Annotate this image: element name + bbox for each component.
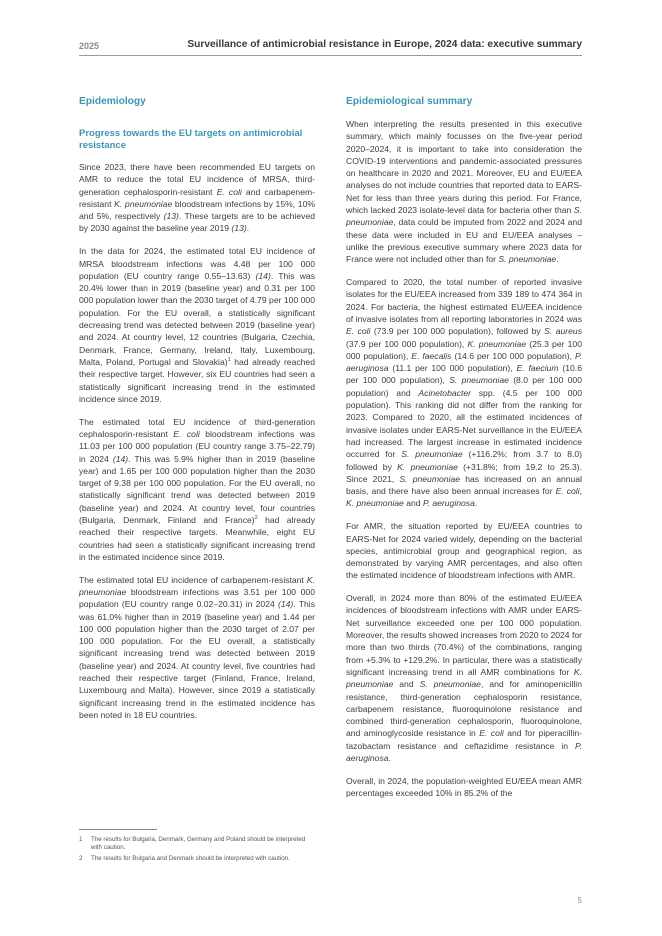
right-column	[346, 96, 582, 810]
paragraph-eu-targets: Since 2023, there have been recommended EU targets on AMR to reduce the total EU incidence of MRSA, third-generation cephalosporin-resistant E. coli and carbapenem-resistant K. pneumoniae bloodstream infections by 15%, 10% and 5%, respectively (13). These targets are to be achieved by 2030 against the baseline year 2019 (13).	[79, 162, 316, 234]
paragraph-kpneumoniae: The estimated total EU incidence of carbapenem-resistant K. pneumoniae bloodstream infections was 3.51 per 100 000 population (EU country range 0.02–20.31) in 2024 (14). This was 61.0% higher than in 2019 (baseline year) and 1.44 per 100 000 population higher than the 2030 target of 2.07 per 100 000 population. For the EU overall, a statistically significant increasing trend was detected between 2019 (baseline year) and 2024. At country level, five countries had reached their respective target (Finland, France, Ireland, Luxembourg and Malta). However, since 2019 a statistically significant increasing trend in the estimated incidence has been noted in 18 EU countries.	[79, 574, 316, 720]
page-number: 5	[577, 896, 582, 905]
report-title: Surveillance of antimicrobial resistance in Europe, 2024 data: executive summary	[187, 39, 582, 50]
footnote-ref: 2	[254, 515, 258, 522]
paragraph-interpretation: When interpreting the results presented in this executive summary, which mainly focusses on the five-year period 2020–2024, it is important to take into consideration the COVID-19 interventions and pandemic-associated pressures on healthcare in 2020 and 2021. Moreover, EU and EU/EEA analyses do not include countries that reported data to EARS-Net for less than three years during this period. For France, which lacked 2023 isolate-level data for bacteria other than S. pneumoniae, data could be imputed from 2022 and 2024 and these data were included in EU and EU/EEA analyses – unlike the previous executive summary where 2023 data for France were not included other than for S. pneumoniae.	[346, 119, 582, 265]
paragraph-amr-situation: For AMR, the situation reported by EU/EEA countries to EARS-Net for 2024 varied widely, depending on the bacterial species, antimicrobial group and geographical region, as demonstrated by varying AMR percentages, and also often the estimated incidence of bloodstream infections with AMR.	[346, 521, 582, 581]
paragraph-amr-percentages: Overall, in 2024, the population-weighted EU/EEA mean AMR percentages exceeded 10% in 85.2% of the	[346, 775, 582, 799]
page-header	[79, 41, 582, 56]
subsection-title-eu-targets: Progress towards the EU targets on antimicrobial resistance	[79, 128, 303, 151]
paragraph-mrsa: In the data for 2024, the estimated total EU incidence of MRSA bloodstream infections was 4.48 per 100 000 population (EU country range 0.55–13.63) (14). This was 20.4% lower than in 2019 (baseline year) and 0.31 per 100 000 population lower than the 2030 target of 4.79 per 100 000 population. For the EU overall, a statistically significant decreasing trend was detected between 2019 (baseline year) and 2024. At country level, 12 countries (Bulgaria, Czechia, Denmark, France, Germany, Ireland, Italy, Luxembourg, Malta, Poland, Portugal and Slovakia)$^1$ had already reached their respective target. However, six EU countries had seen a statistically significant increasing trend in the estimated incidence since 2019.	[79, 246, 315, 404]
left-column	[79, 96, 315, 732]
citation-ref: (14)	[112, 453, 129, 464]
citation-ref: (14)	[278, 599, 294, 610]
citation-ref: (13)	[163, 211, 179, 222]
footnote-1: 1 The results for Bulgaria, Denmark, Germany and Poland should be interpreted with caution.	[79, 836, 306, 851]
footnote-ref: 1	[227, 357, 231, 364]
section-title-epidemiological-summary: Epidemiological summary	[346, 96, 473, 107]
footnote-2: 2 The results for Bulgaria and Denmark should be interpreted with caution.	[79, 855, 290, 862]
paragraph-amr-trends: Overall, in 2024 more than 80% of the estimated EU/EEA incidences of bloodstream infections with AMR under EARS-Net surveillance exceeded one per 100 000 population. Moreover, the results showed increases from 2020 to 2024 for more than two thirds (70.4%) of the combinations, ranging from +5.3% to +129.2%. In particular, there was a statistically significant increasing trend in all AMR combinations for K. pneumoniae and S. pneumoniae, and for aminopenicillin resistance, third-generation cephalosporin resistance, carbapenem resistance, fluoroquinolone resistance and combined third-generation cephalosporin, fluoroquinolone, and aminoglycoside resistance in E. coli and for piperacillin-tazobactam resistance and ceftazidime resistance in P. aeruginosa.	[346, 593, 583, 764]
paragraph-incidence: Compared to 2020, the total number of reported invasive isolates for the EU/EEA increased from 339 189 to 474 364 in 2024. For bacteria, the highest estimated EU/EEA incidence of invasive isolates from all reporting laboratories in 2024 was E. coli (73.9 per 100 000 population), followed by S. aureus (37.9 per 100 000 population), K. pneumoniae (25.3 per 100 000 population), E. faecalis (14.6 per 100 000 population), P. aeruginosa (11.1 per 100 000 population), E. faecium (10.6 per 100 000 population), S. pneumoniae (8.0 per 100 000 population) and Acinetobacter spp. (4.5 per 100 000 population). This ranking did not differ from the ranking for 2023. Compared to 2020, all the estimated incidences of invasive isolates under EARS-Net surveillance in the EU/EEA had increased. The largest increase in estimated incidence occurred for S. pneumoniae (+116.2%; from 3.7 to 8.0) followed by K. pneumoniae (+31.8%; from 19.2 to 25.3). Since 2021, S. pneumoniae has increased on an annual basis, and there have also been annual increases for E. coli, K. pneumoniae and P. aeruginosa.	[346, 277, 583, 509]
paragraph-ecoli: The estimated total EU incidence of third-generation cephalosporin-resistant E. coli bloodstream infections was 11.03 per 100 000 population (EU country range 3.75–22.79) in 2024 (14). This was 5.9% higher than in 2019 (baseline year) and 1.65 per 100 000 population higher than the 2030 target of 9.38 per 100 000 population. For the EU overall, no statistically significant trend was detected between 2019 (baseline year) and 2024. At country level, four countries (Bulgaria, Denmark, Finland and France)$^2$ had already reached their respective targets. Meanwhile, eight EU countries had seen a statistically significant increasing trend in the estimated incidence since 2019.	[79, 416, 315, 562]
footnote-divider	[79, 829, 157, 830]
footnotes	[79, 836, 315, 866]
section-title-epidemiology: Epidemiology	[79, 96, 146, 107]
citation-ref: (13)	[231, 223, 247, 234]
report-year: 2025	[79, 41, 100, 51]
citation-ref: (14)	[255, 270, 271, 281]
